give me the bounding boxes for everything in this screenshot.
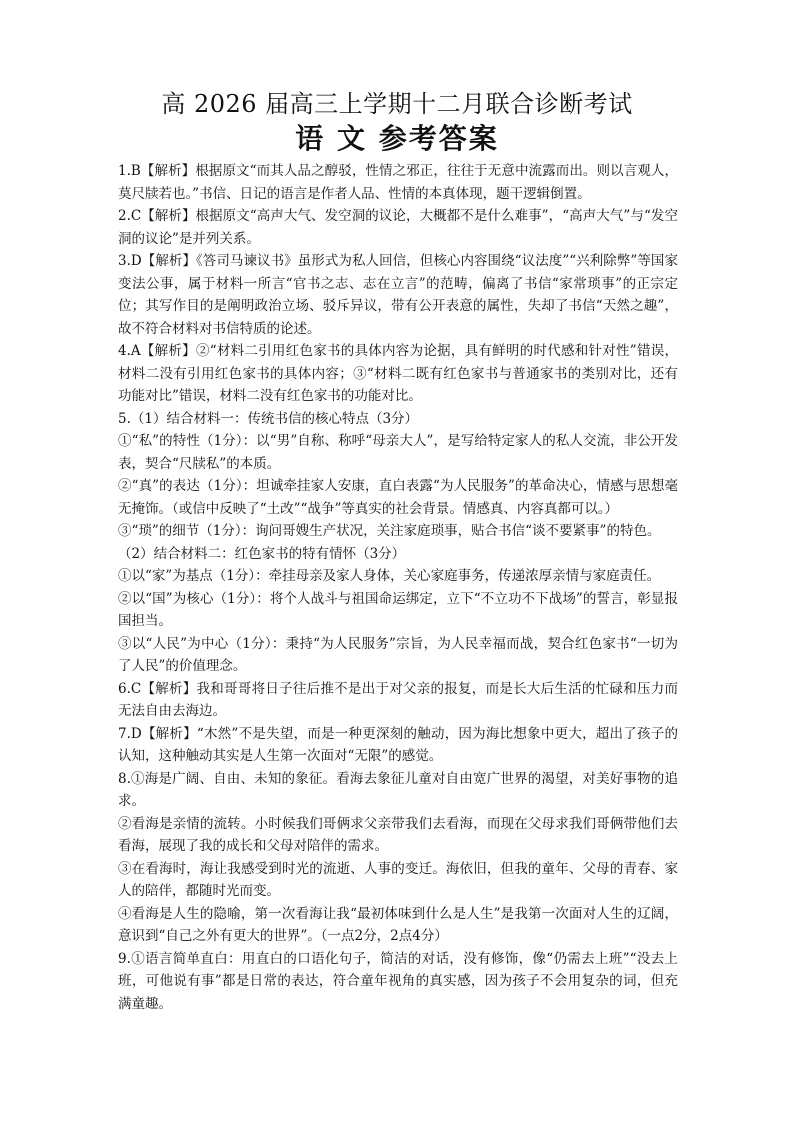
answer-7: 7.D【解析】“木然”不是失望，而是一种更深刻的触动，因为海比想象中更大，超出了孩子的认知，这种触动其实是人生第一次面对“无限”的感觉。 [118, 725, 678, 764]
answer-5-part1-heading: 5.（1）结合材料一：传统书信的核心特点（3分） [118, 410, 419, 427]
answer-5-point-1: ①“私”的特性（1分）：以“男”自称、称呼“母亲大人”，是写给特定家人的私人交流，非公开发表，契合“尺牍私”的本质。 [118, 433, 678, 472]
page-subtitle: 语 文 参考答案 [295, 122, 499, 155]
answer-2: 2.C【解析】根据原文“高声大气、发空洞的议论，大概都不是什么难事”，“高声大气”与“发空洞的议论”是并列关系。 [118, 208, 678, 247]
answer-5-point-5: ②以“国”为核心（1分）：将个人战斗与祖国命运绑定，立下“不立功不下战场”的誓言，彰显报国担当。 [118, 590, 678, 629]
answer-5-part2-heading: （2）结合材料二：红色家书的特有情怀（3分） [118, 545, 406, 562]
answer-5-point-6: ③以“人民”为中心（1分）：秉持“为人民服务”宗旨，为人民幸福而战，契合红色家书“一切为了人民”的价值理念。 [118, 635, 678, 674]
answer-6: 6.C【解析】我和哥哥将日子往后推不是出于对父亲的报复，而是长大后生活的忙碌和压力而无法自由去海边。 [118, 680, 678, 719]
answer-8-point-3: ③在看海时，海让我感受到时光的流逝、人事的变迁。海依旧，但我的童年、父母的青春、家人的陪伴，都随时光而变。 [118, 860, 678, 899]
answer-9-point-1: 9.①语言简单直白：用直白的口语化句子，简洁的对话，没有修饰，像“仍需去上班”“没去上班，可他说有事”都是日常的表达，符合童年视角的真实感，因为孩子不会用复杂的词，但充满童趣。 [118, 950, 678, 1012]
answer-5-point-4: ①以“家”为基点（1分）：牵挂母亲及家人身体，关心家庭事务，传递浓厚亲情与家庭责任。 [118, 568, 661, 584]
answer-5-point-3: ③“琐”的细节（1分）：询问哥嫂生产状况，关注家庭琐事，贴合书信“谈不要紧事”的特色。 [118, 523, 661, 539]
answer-1: 1.B【解析】根据原文“而其人品之醇驳，性情之邪正，往往于无意中流露而出。则以言观人，莫尺牍若也。”书信、日记的语言是作者人品、性情的本真体现，题干逻辑倒置。 [118, 163, 678, 202]
answer-3: 3.D【解析】《答司马谏议书》虽形式为私人回信，但核心内容围绕“议法度”“兴利除弊”等国家变法公事，属于材料一所言“官书之志、志在立言”的范畴，偏离了书信“家常琐事”的正宗定位；其写作目的是阐明政治立场、驳斥异议，带有公开表意的属性，失却了书信“天然之趣”，故不符合材料对书信特质的论述。 [118, 253, 678, 337]
answer-body [118, 160, 678, 1015]
answer-8-point-1: 8.①海是广阔、自由、未知的象征。看海去象征儿童对自由宽广世界的渴望，对美好事物的追求。 [118, 770, 678, 809]
answer-4: 4.A【解析】②“材料二引用红色家书的具体内容为论据，具有鲜明的时代感和针对性”错误，材料二没有引用红色家书的具体内容；③“材料二既有红色家书与普通家书的类别对比，还有功能对比”错误，材料二没有红色家书的功能对比。 [118, 343, 678, 404]
answer-8-point-4: ④看海是人生的隐喻，第一次看海让我“最初体味到什么是人生”是我第一次面对人生的辽阔，意识到“自己之外有更大的世界”。（一点2分，2点4分） [118, 905, 678, 944]
answer-5-point-2: ②“真”的表达（1分）：坦诚牵挂家人安康，直白表露“为人民服务”的革命决心，情感与思想毫无掩饰。（或信中反映了“土改”“战争”等真实的社会背景。情感真、内容真都可以。） [118, 478, 678, 517]
answer-8-point-2: ②看海是亲情的流转。小时候我们哥俩求父亲带我们去看海，而现在父母求我们哥俩带他们去看海，展现了我的成长和父母对陪伴的需求。 [118, 815, 678, 854]
page-title: 高 2026 届高三上学期十二月联合诊断考试 [161, 90, 633, 118]
